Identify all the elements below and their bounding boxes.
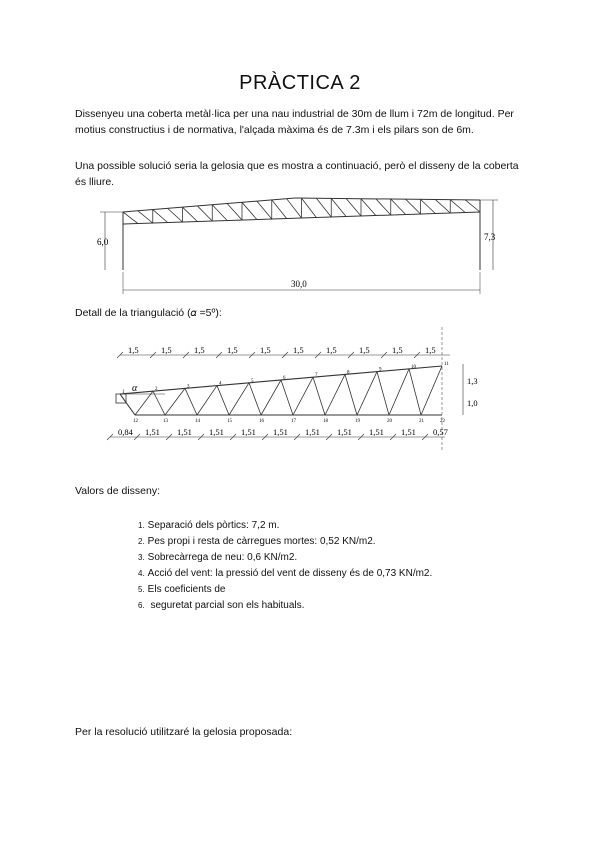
web-diagonal xyxy=(421,366,442,415)
node-label: 5 xyxy=(251,378,254,384)
node-label: 13 xyxy=(163,419,168,424)
web-diagonal xyxy=(406,199,421,214)
design-values-heading: Valors de disseny: xyxy=(75,485,161,497)
web-diagonal xyxy=(197,206,212,221)
design-values-list xyxy=(138,518,432,614)
dimension-label: 1,51 xyxy=(401,427,416,437)
node-label: 22 xyxy=(440,419,445,424)
dimension-label: 1,51 xyxy=(209,427,224,437)
dimension-label: 1,5 xyxy=(392,345,403,355)
triangulation-detail-figure xyxy=(105,322,500,452)
web-diagonal xyxy=(185,388,197,415)
web-diagonal xyxy=(316,198,331,217)
truss-elevation-figure xyxy=(95,190,505,300)
node-label: 14 xyxy=(195,419,200,424)
dimension-label: 1,51 xyxy=(337,427,352,437)
dimension-label: 1,5 xyxy=(161,345,172,355)
web-diagonal xyxy=(272,200,287,219)
web-diagonal xyxy=(346,199,361,216)
node-label: 7 xyxy=(315,373,318,379)
node-label: 15 xyxy=(227,419,232,424)
list-item: 2. Pes propi i resta de càrregues mortes: 0,52 KN/m2. xyxy=(138,536,376,547)
web-diagonal xyxy=(165,388,185,415)
web-diagonal xyxy=(183,207,198,221)
node-label: 9 xyxy=(379,367,382,373)
dimension-label: 1,5 xyxy=(227,345,238,355)
web-diagonal xyxy=(249,383,261,415)
node-label: 12 xyxy=(133,419,138,424)
list-item: 1. Separació dels pòrtics: 7,2 m. xyxy=(138,520,280,531)
node-label: 21 xyxy=(419,419,424,424)
right-height-label: 7,3 xyxy=(484,232,496,242)
closing-line: Per la resolució utilitzaré la gelosia proposada: xyxy=(75,726,293,738)
node-label: 17 xyxy=(291,419,296,424)
alpha-label: α xyxy=(132,383,138,394)
web-diagonal xyxy=(287,199,302,218)
web-diagonal xyxy=(227,204,242,220)
dimension-label: 1,5 xyxy=(260,345,271,355)
web-diagonal xyxy=(242,202,257,219)
web-diagonal xyxy=(465,200,480,212)
top-chord-right xyxy=(295,198,480,200)
web-diagonal xyxy=(376,199,391,215)
web-diagonal xyxy=(293,377,313,415)
web-diagonal xyxy=(257,201,272,219)
dimension-label: 1,5 xyxy=(194,345,205,355)
node-label: 8 xyxy=(347,370,350,376)
node-label: 3 xyxy=(187,384,190,390)
web-diagonal xyxy=(421,199,436,213)
web-diagonal xyxy=(153,391,165,415)
node-label: 1 xyxy=(122,390,125,395)
web-diagonal xyxy=(212,205,227,221)
list-item: 5. Els coeficients de xyxy=(138,584,226,595)
dimension-label: 1,5 xyxy=(128,345,139,355)
dimension-label: 1,5 xyxy=(425,345,436,355)
dimension-label: 1,51 xyxy=(273,427,288,437)
node-label: 18 xyxy=(323,419,328,424)
node-label: 6 xyxy=(283,376,286,381)
list-item: 6. seguretat parcial son els habituals. xyxy=(138,600,305,611)
web-diagonal xyxy=(135,391,153,415)
web-diagonal xyxy=(331,198,346,216)
dimension-label: 1,5 xyxy=(359,345,370,355)
node-label: 2 xyxy=(155,387,158,393)
web-diagonal xyxy=(313,377,325,415)
dimension-label: 1,51 xyxy=(369,427,384,437)
web-diagonal xyxy=(197,386,217,415)
dimension-label: 1,0 xyxy=(467,398,478,408)
web-diagonal xyxy=(153,210,168,223)
web-diagonal xyxy=(361,199,376,216)
span-label: 30,0 xyxy=(291,279,307,289)
web-diagonal xyxy=(168,208,183,222)
dimension-label: 0,57 xyxy=(433,427,448,437)
web-diagonal xyxy=(138,211,153,223)
web-diagonal xyxy=(217,386,229,415)
dimension-label: 0,84 xyxy=(118,427,133,437)
web-diagonal xyxy=(391,199,406,214)
web-diagonal xyxy=(281,380,293,415)
dimension-label: 1,51 xyxy=(305,427,320,437)
node-label: 19 xyxy=(355,419,360,424)
web-diagonal xyxy=(123,212,138,224)
web-diagonal xyxy=(450,200,465,213)
dimension-label: 1,51 xyxy=(145,427,160,437)
dimension-label: 1,51 xyxy=(177,427,192,437)
node-label: 20 xyxy=(387,419,392,424)
list-item: 4. Acció del vent: la pressió del vent de disseny és de 0,73 KN/m2. xyxy=(138,568,433,579)
node-label: 10 xyxy=(411,364,416,370)
web-diagonal xyxy=(357,372,377,415)
node-label: 16 xyxy=(259,419,264,424)
triangulation-detail-label: Detall de la triangulació (𝛼 =5º): xyxy=(75,307,222,319)
web-diagonal xyxy=(377,372,389,415)
dimension-label: 1,51 xyxy=(241,427,256,437)
web-diagonal xyxy=(120,394,135,415)
web-diagonal xyxy=(435,200,450,213)
solution-paragraph: Una possible solució seria la gelosia que es mostra a continuació, però el disseny de la coberta és lliure. xyxy=(75,160,519,188)
dimension-label: 1,5 xyxy=(293,345,304,355)
web-diagonal xyxy=(409,369,421,415)
top-chord-left xyxy=(123,198,295,212)
web-diagonal xyxy=(302,198,317,217)
web-diagonal xyxy=(229,383,249,415)
node-label: 4 xyxy=(219,381,222,387)
web-diagonal xyxy=(389,369,409,415)
dimension-label: 1,3 xyxy=(467,376,478,386)
intro-paragraph: Dissenyeu una coberta metàl·lica per una nau industrial de 30m de llum i 72m de longitud. Per motius constructius i de normativa, l'alçada màxima és de 7.3m i els pilars son de 6m. xyxy=(75,108,514,136)
list-item: 3. Sobrecàrrega de neu: 0,6 KN/m2. xyxy=(138,552,298,563)
left-height-label: 6,0 xyxy=(97,237,109,247)
web-diagonal xyxy=(345,374,357,415)
web-diagonal xyxy=(325,374,345,415)
page-title: PRÀCTICA 2 xyxy=(239,72,361,94)
node-label: 11 xyxy=(444,362,449,367)
dimension-label: 1,5 xyxy=(326,345,337,355)
web-diagonal xyxy=(261,380,281,415)
